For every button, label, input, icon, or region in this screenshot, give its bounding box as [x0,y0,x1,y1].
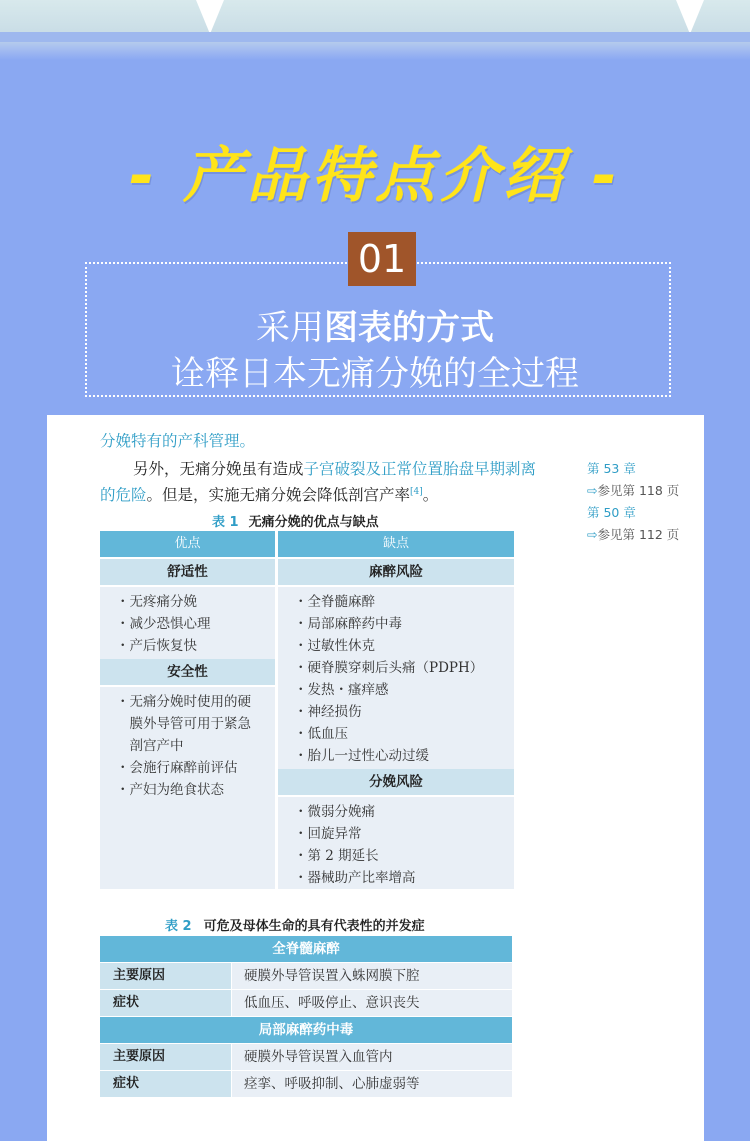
group-items [100,687,275,889]
table-row [100,1071,512,1097]
row-value: 硬膜外导管误置入血管内 [232,1044,512,1070]
row-key: 主要原因 [100,963,231,989]
book-page-sample [47,415,704,1141]
list-item: 膜外导管可用于紧急 [116,716,251,732]
side-page-ref [587,525,679,543]
intro-line [100,483,438,505]
banner-title: - 产品特点介绍 - [129,141,621,211]
list-item: ・神经损伤 [294,704,362,720]
group-heading: 麻醉风险 [278,559,514,585]
list-item: ・无痛分娩时使用的硬 [116,694,251,710]
group-heading: 分娩风险 [278,769,514,795]
table-row [100,1044,512,1070]
intro-highlight: 的危险 [100,486,147,504]
feature-headline-normal: 采用 [256,308,324,348]
list-item: ・微弱分娩痛 [294,804,375,820]
intro-text: 。但是，实施无痛分娩会降低剖宫产率 [146,486,411,504]
decorative-band [0,32,750,42]
intro-text: 另外，无痛分娩虽有造成 [133,460,304,478]
row-key: 症状 [100,1071,231,1097]
table2-label: 表 2 [165,919,192,934]
feature-number-badge: 01 [348,232,416,286]
table1-advantages-column [100,531,275,889]
table2-group-heading: 全脊髓麻醉 [100,936,512,962]
list-item: ・过敏性休克 [294,638,375,654]
list-item: ・局部麻醉药中毒 [294,616,402,632]
row-key: 主要原因 [100,1044,231,1070]
table2-caption [165,915,425,934]
top-decorative-strip [0,0,750,60]
table2-title: 可危及母体生命的具有代表性的并发症 [203,919,425,934]
citation-ref: [4] [410,486,423,497]
table-row [100,990,512,1016]
table1-header-advantages: 优点 [100,531,275,557]
list-item: ・硬脊膜穿刺后头痛（PDPH） [294,660,484,676]
side-page-ref-text: 参见第 112 页 [597,527,680,542]
table-row [100,963,512,989]
list-item: 剖宫产中 [116,738,184,754]
list-item: ・减少恐惧心理 [116,616,211,632]
table1-header-disadvantages: 缺点 [278,531,514,557]
group-heading: 舒适性 [100,559,275,585]
table2 [100,936,512,1097]
arrow-icon: ⇨ [587,527,598,542]
list-item: ・第 2 期延长 [294,848,379,864]
list-item: ・会施行麻醉前评估 [116,760,238,776]
list-item: ・胎儿一过性心动过缓 [294,748,429,764]
side-page-ref [587,481,679,499]
row-key: 症状 [100,990,231,1016]
side-page-ref-text: 参见第 118 页 [597,483,680,498]
intro-text: 。 [422,486,439,504]
row-value: 硬膜外导管误置入蛛网膜下腔 [232,963,512,989]
list-item: ・全脊髓麻醉 [294,594,375,610]
list-item: ・回旋异常 [294,826,362,842]
group-items [278,587,514,769]
decorative-triangle [676,0,704,34]
list-item: ・低血压 [294,726,348,742]
table1-disadvantages-column [278,531,514,889]
list-item: ・无疼痛分娩 [116,594,197,610]
feature-headline-bold: 图表的方式 [324,308,494,348]
row-value: 低血压、呼吸停止、意识丧失 [232,990,512,1016]
table1-label: 表 1 [212,515,239,530]
side-chapter-note: 第 53 章 [587,461,636,476]
list-item: ・产妇为绝食状态 [116,782,224,798]
row-value: 痉挛、呼吸抑制、心肺虚弱等 [232,1071,512,1097]
intro-line [133,457,536,479]
group-items [100,587,275,659]
intro-line: 分娩特有的产科管理。 [100,432,256,450]
side-chapter-note: 第 50 章 [587,505,636,520]
feature-headline [0,300,750,349]
group-heading: 安全性 [100,659,275,685]
list-item: ・发热・瘙痒感 [294,682,389,698]
list-item: ・器械助产比率增高 [294,870,416,886]
list-item: ・产后恢复快 [116,638,197,654]
table1-caption [212,511,379,530]
decorative-triangle [196,0,224,34]
intro-highlight: 子宫破裂及正常位置胎盘早期剥离 [303,460,537,478]
table1-title: 无痛分娩的优点与缺点 [248,515,379,530]
table2-group-heading: 局部麻醉药中毒 [100,1017,512,1043]
feature-subheadline: 诠释日本无痛分娩的全过程 [171,354,579,394]
arrow-icon: ⇨ [587,483,598,498]
group-items [278,797,514,889]
